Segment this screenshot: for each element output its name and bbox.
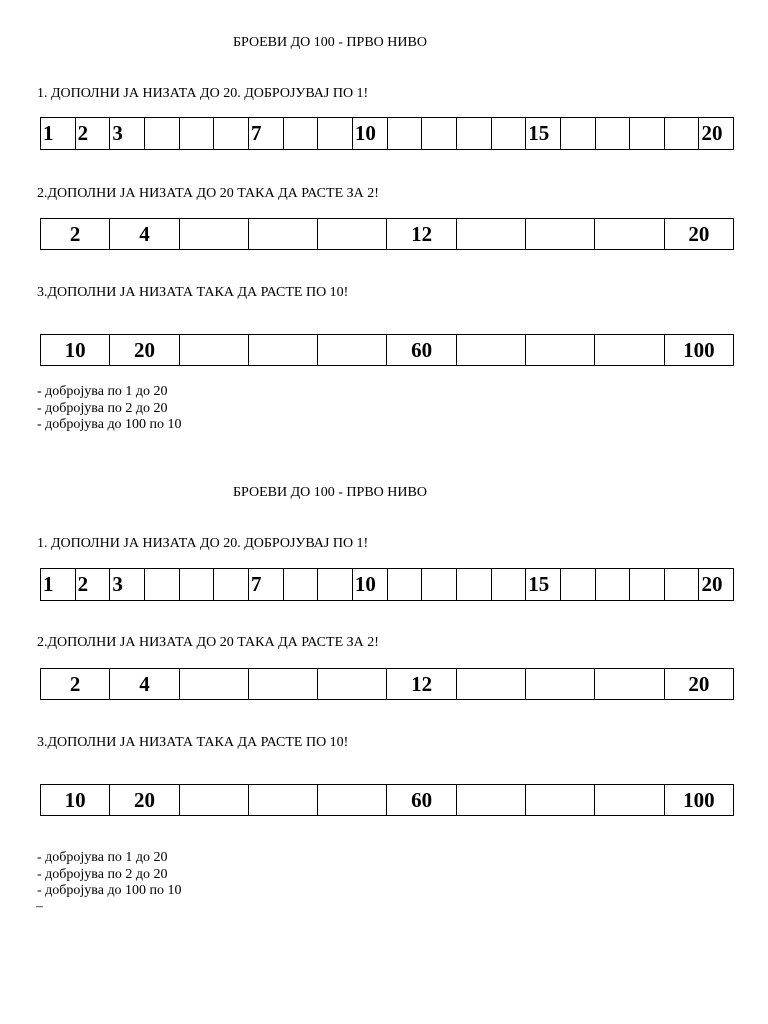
trailing-dash: – [36, 899, 43, 914]
sequence-cell-filled: 12 [387, 219, 456, 249]
sequence-cell-blank [457, 785, 526, 815]
sequence-cell-filled: 1 [41, 569, 76, 600]
sequence-cell-filled: 60 [387, 785, 456, 815]
sequence-cell-blank [561, 118, 596, 149]
sequence-by-10 [40, 784, 734, 816]
sequence-cell-blank [561, 569, 596, 600]
sequence-cell-blank [284, 118, 319, 149]
sequence-cell-blank [388, 569, 423, 600]
sequence-cell-blank [595, 335, 664, 365]
note-line: - добројува по 1 до 20 [37, 850, 168, 865]
sequence-cell-blank [180, 569, 215, 600]
sequence-cell-blank [596, 118, 631, 149]
sequence-cell-blank [526, 335, 595, 365]
sequence-cell-blank [526, 219, 595, 249]
sequence-cell-blank [145, 569, 180, 600]
note-line: - добројува по 2 до 20 [37, 400, 168, 416]
sequence-cell-filled: 20 [688, 671, 710, 696]
sequence-cell-filled: 10 [41, 785, 110, 815]
notes-list [37, 384, 182, 434]
sequence-cell-blank [665, 118, 700, 149]
sequence-cell-filled: 100 [683, 787, 715, 812]
sequence-cell-blank [457, 569, 492, 600]
sequence-cell-blank [422, 569, 457, 600]
sequence-cell-blank [249, 219, 318, 249]
sequence-cell-blank [249, 669, 318, 699]
sequence-cell-blank [492, 118, 527, 149]
sequence-cell-blank [180, 669, 249, 699]
sequence-cell-blank [318, 335, 387, 365]
sequence-cell-blank [318, 219, 387, 249]
sequence-cell-filled: 7 [249, 118, 284, 149]
task-1-instruction: 1. ДОПОЛНИ ЈА НИЗАТА ДО 20. ДОБРОЈУВАЈ ПО 1! [37, 536, 369, 551]
sequence-cell-blank [457, 219, 526, 249]
sequence-cell-blank [595, 219, 664, 249]
sequence-cell-blank [249, 335, 318, 365]
sequence-cell-blank [596, 569, 631, 600]
sequence-cell-blank [180, 785, 249, 815]
sequence-cell-filled: 2 [41, 669, 110, 699]
sequence-cell-blank [318, 118, 353, 149]
sequence-cell-blank [180, 118, 215, 149]
sequence-cell-filled: 4 [110, 219, 179, 249]
sequence-cell-filled: 20 [701, 121, 723, 145]
sequence-cell-blank [318, 669, 387, 699]
sequence-by-10 [40, 334, 734, 366]
sequence-cell-filled: 15 [526, 118, 561, 149]
sequence-cell-filled: 20 [701, 572, 723, 596]
sequence-by-2 [40, 218, 734, 250]
sequence-cell-filled: 4 [110, 669, 179, 699]
sequence-cell-blank [630, 569, 665, 600]
note-line: - добројува по 1 до 20 [37, 384, 168, 399]
sequence-cell-blank [492, 569, 527, 600]
sequence-cell-filled: 10 [353, 569, 388, 600]
sequence-cell-blank [422, 118, 457, 149]
sequence-cell-blank [388, 118, 423, 149]
sequence-cell-blank [318, 785, 387, 815]
note-line: - добројува по 2 до 20 [37, 866, 168, 882]
worksheet-title: БРОЕВИ ДО 100 - ПРВО НИВО [233, 485, 427, 500]
sequence-cell-blank [526, 785, 595, 815]
sequence-cell-filled: 10 [353, 118, 388, 149]
sequence-cell-blank [595, 669, 664, 699]
sequence-cell-filled: 20 [110, 785, 179, 815]
sequence-cell-filled: 2 [76, 118, 111, 149]
sequence-cell-blank [457, 118, 492, 149]
sequence-cell-blank [180, 335, 249, 365]
task-1-instruction: 1. ДОПОЛНИ ЈА НИЗАТА ДО 20. ДОБРОЈУВАЈ ПО 1! [37, 86, 369, 101]
sequence-cell-filled: 100 [683, 337, 715, 362]
sequence-cell-blank [457, 669, 526, 699]
sequence-cell-filled: 20 [688, 221, 710, 246]
sequence-cell-blank [249, 785, 318, 815]
sequence-cell-filled: 20 [110, 335, 179, 365]
sequence-cell-blank [595, 785, 664, 815]
sequence-cell-filled: 7 [249, 569, 284, 600]
sequence-cell-filled: 10 [41, 335, 110, 365]
sequence-by-2 [40, 668, 734, 700]
sequence-cell-blank [214, 118, 249, 149]
sequence-cell-blank [457, 335, 526, 365]
sequence-cell-blank [526, 669, 595, 699]
task-3-instruction: 3.ДОПОЛНИ ЈА НИЗАТА ТАКА ДА РАСТЕ ПО 10! [37, 285, 349, 300]
sequence-cell-filled: 15 [526, 569, 561, 600]
task-2-instruction: 2.ДОПОЛНИ ЈА НИЗАТА ДО 20 ТАКА ДА РАСТЕ ЗА 2! [37, 635, 379, 650]
sequence-cell-blank [214, 569, 249, 600]
task-2-instruction: 2.ДОПОЛНИ ЈА НИЗАТА ДО 20 ТАКА ДА РАСТЕ ЗА 2! [37, 186, 379, 201]
notes-list [37, 850, 182, 900]
sequence-cell-blank [284, 569, 319, 600]
sequence-cell-blank [630, 118, 665, 149]
sequence-cell-filled: 12 [387, 669, 456, 699]
sequence-cell-filled: 60 [387, 335, 456, 365]
sequence-cell-blank [180, 219, 249, 249]
sequence-cell-blank [145, 118, 180, 149]
sequence-1-to-20 [40, 568, 734, 601]
sequence-cell-blank [318, 569, 353, 600]
sequence-cell-filled: 3 [110, 569, 145, 600]
task-3-instruction: 3.ДОПОЛНИ ЈА НИЗАТА ТАКА ДА РАСТЕ ПО 10! [37, 735, 349, 750]
note-line: - добројува до 100 по 10 [37, 417, 182, 432]
sequence-cell-filled: 2 [76, 569, 111, 600]
sequence-cell-filled: 1 [41, 118, 76, 149]
sequence-cell-filled: 3 [110, 118, 145, 149]
worksheet-title: БРОЕВИ ДО 100 - ПРВО НИВО [233, 35, 427, 50]
sequence-1-to-20 [40, 117, 734, 150]
sequence-cell-blank [665, 569, 700, 600]
sequence-cell-filled: 2 [41, 219, 110, 249]
note-line: - добројува до 100 по 10 [37, 883, 182, 898]
